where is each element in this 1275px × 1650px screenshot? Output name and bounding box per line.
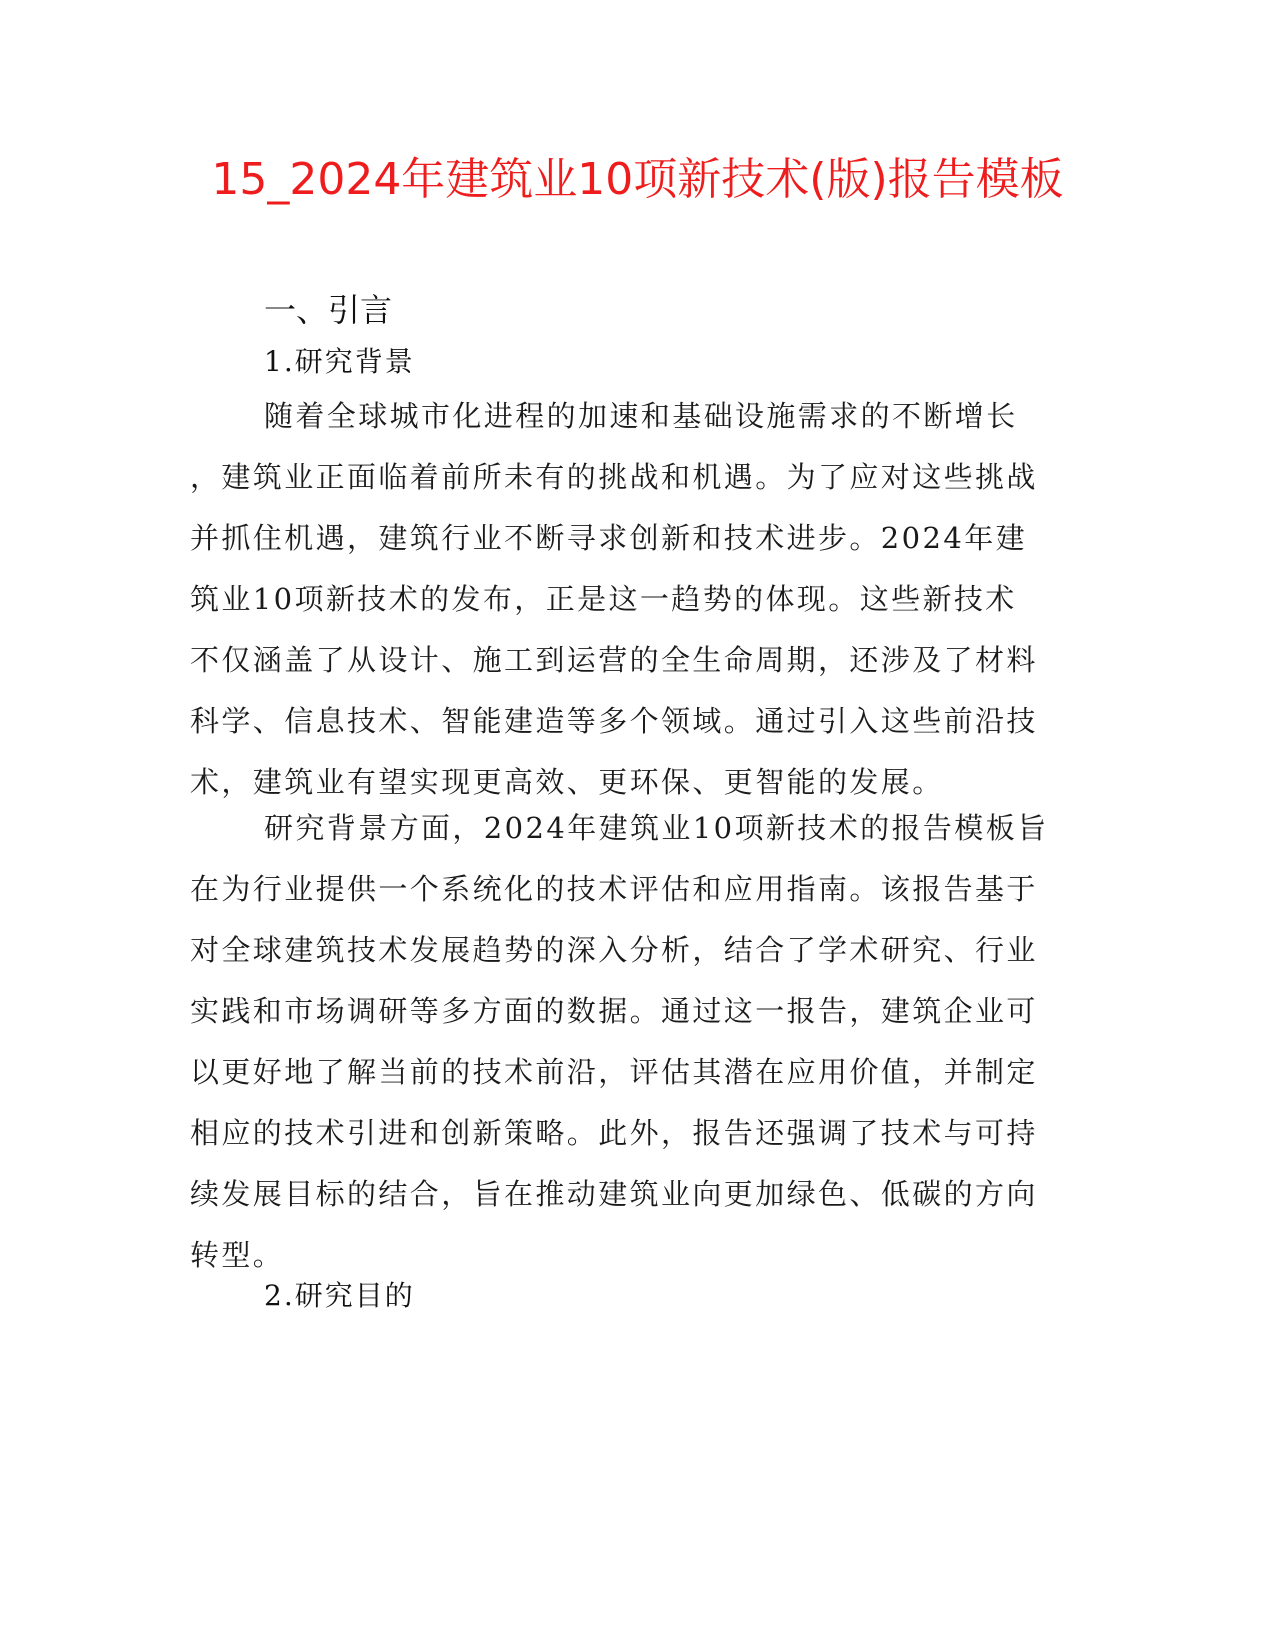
section-heading-introduction: 一、引言 [264, 291, 393, 329]
paragraph-line: 实践和市场调研等多方面的数据。通过这一报告，建筑企业可 [190, 994, 1038, 1028]
paragraph-line: 以更好地了解当前的技术前沿，评估其潜在应用价值，并制定 [190, 1055, 1038, 1089]
paragraph-line: ，建筑业正面临着前所未有的挑战和机遇。为了应对这些挑战 [190, 460, 1038, 494]
paragraph-line: 研究背景方面，2024年建筑业10项新技术的报告模板旨 [264, 811, 1049, 845]
paragraph-report-template-purpose [190, 798, 1090, 1286]
paragraph-line: 术，建筑业有望实现更高效、更环保、更智能的发展。 [190, 765, 944, 799]
paragraph-line: 转型。 [190, 1238, 285, 1272]
document-title: 15_2024年建筑业10项新技术(版)报告模板 [211, 154, 1064, 205]
paragraph-line: 相应的技术引进和创新策略。此外，报告还强调了技术与可持 [190, 1116, 1038, 1150]
paragraph-line: 对全球建筑技术发展趋势的深入分析，结合了学术研究、行业 [190, 933, 1038, 967]
paragraph-line: 不仅涵盖了从设计、施工到运营的全生命周期，还涉及了材料 [190, 643, 1038, 677]
paragraph-line: 并抓住机遇，建筑行业不断寻求创新和技术进步。2024年建 [190, 521, 1028, 555]
paragraph-line: 随着全球城市化进程的加速和基础设施需求的不断增长 [264, 399, 1018, 433]
paragraph-line: 续发展目标的结合，旨在推动建筑业向更加绿色、低碳的方向 [190, 1177, 1038, 1211]
paragraph-line: 科学、信息技术、智能建造等多个领域。通过引入这些前沿技 [190, 704, 1038, 738]
paragraph-research-background [190, 386, 1090, 813]
paragraph-line: 在为行业提供一个系统化的技术评估和应用指南。该报告基于 [190, 872, 1038, 906]
paragraph-line: 筑业10项新技术的发布，正是这一趋势的体现。这些新技术 [190, 582, 1017, 616]
subsection-heading-research-purpose: 2.研究目的 [264, 1279, 415, 1312]
subsection-heading-research-background: 1.研究背景 [264, 345, 415, 378]
